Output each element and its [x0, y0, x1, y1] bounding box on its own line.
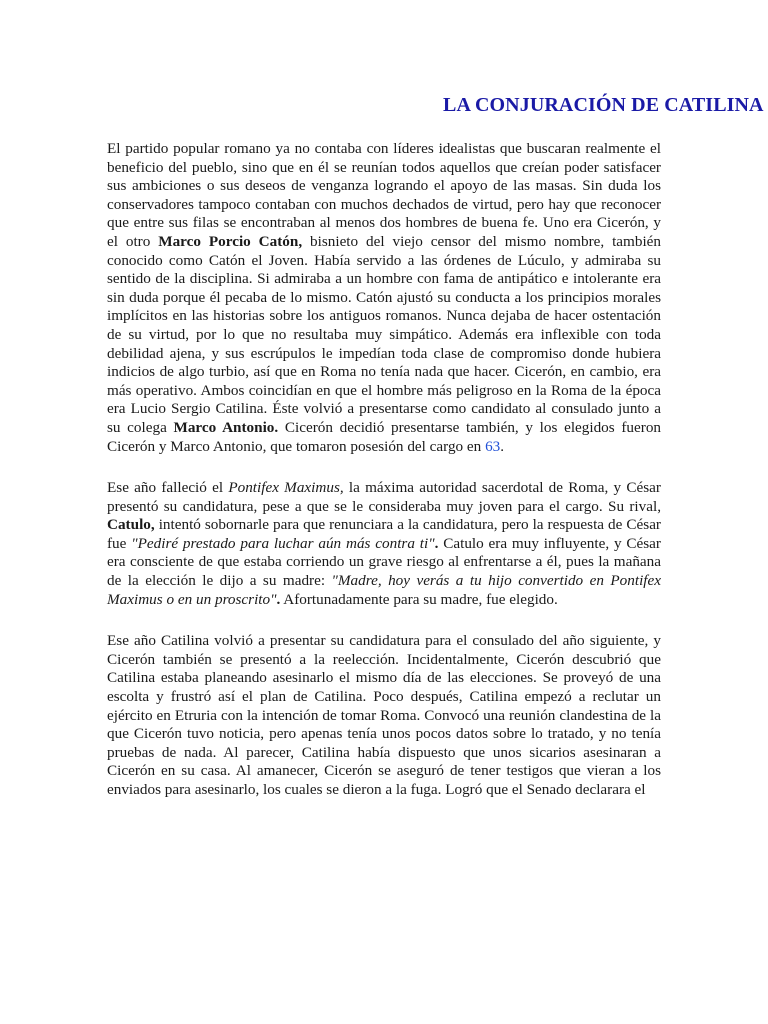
italic-text: Pontifex Maximus, [228, 479, 344, 497]
text-segment: Catulo era muy influyente, y César era consciente de que estaba corriendo un grave riesgo al enfrentarse a él, pues la mañana de la elección le dijo a su madre: [107, 534, 661, 590]
year-link[interactable]: 63 [485, 437, 501, 455]
bold-text: . [434, 534, 439, 552]
text-segment: Ese año Catilina volvió a presentar su candidatura para el consulado del año siguiente, y Cicerón también se presentó a la reelección. Incidentalmente, Cicerón descubrió que Catilina estaba planeando asesinarlo el mismo día de las elecciones. Se proveyó de una escolta y frustró así el plan de Catilina. Poco después, Catilina empezó a reclutar un ejército en Etruria con la intención de tomar Roma. Convocó una reunión clandestina de la que Cicerón tuvo noticia, pero apenas tenía unos pocos datos sobre lo tratado, y no tenía pruebas de nada. Al parecer, Catilina había dispuesto que unos sicarios asesinaran a Cicerón en su casa. Al amanecer, Cicerón se aseguró de tener testigos que vieran a los enviados para asesinarlo, los cuales se dieron a la fuga. Logró que el Senado declarara el [107, 632, 661, 798]
text-segment: la máxima autoridad sacerdotal de Roma, y César presentó su candidatura, pese a que se le consideraba muy joven para el cargo. Su rival, [107, 479, 661, 515]
bold-text: . [276, 590, 281, 608]
text-segment: Cicerón decidió presentarse también, y los elegidos fueron Cicerón y Marco Antonio, que tomaron posesión del cargo en [107, 418, 662, 455]
text-segment: intentó sobornarle para que renunciara a la candidatura, pero la respuesta de César fue [107, 516, 661, 552]
text-segment: bisnieto del viejo censor del mismo nombre, también conocido como Catón el Joven. Había servido a las órdenes de Lúculo, y admiraba su sentido de la disciplina. Si admiraba a un hombre con fama de antipático e intolerante era sin duda porque él pecaba de lo mismo. Catón ajustó su conducta a los principios morales implícitos en las historias sobre los antiguos romanos. Nunca dejaba de hacer ostentación de su virtud, por lo que no resultaba muy simpático. Además era inflexible con toda debilidad ajena, y sus escrúpulos le impedían toda clase de compromiso donde hubiera indicios de algo turbio, así que en Roma no tenía nada que hacer. Cicerón, en cambio, era más operativo. Ambos coincidían en que el hombre más peligroso en la Roma de la época era Lucio Sergio Catilina. Éste volvió a presentarse como candidato al consulado junto a su colega [107, 232, 662, 436]
paragraph [107, 479, 661, 609]
page-title: LA CONJURACIÓN DE CATILINA [443, 94, 764, 116]
italic-text: "Madre, hoy verás a tu hijo convertido en Pontifex Maximus o en un proscrito" [107, 572, 661, 608]
document-body [107, 140, 661, 823]
text-segment: . [500, 437, 505, 455]
text-segment: Ese año falleció el [107, 479, 229, 497]
bold-text: Marco Antonio. [173, 418, 279, 436]
italic-text: "Pediré prestado para luchar aún más contra ti" [131, 534, 435, 552]
paragraph [107, 632, 661, 799]
text-segment: Afortunadamente para su madre, fue elegido. [280, 590, 558, 608]
text-segment: El partido popular romano ya no contaba con líderes idealistas que buscaran realmente el beneficio del pueblo, sino que en él se reunían todos aquellos que creían poder satisfacer sus ambiciones o sus deseos de venganza logrando el apoyo de las masas. Sin duda los conservadores tampoco contaban con muchos dechados de virtud, pero hay que reconocer que entre sus filas se encontraban al menos dos hombres de buena fe. Uno era Cicerón, y el otro [107, 140, 661, 250]
bold-text: Catulo, [107, 516, 155, 534]
bold-text: Marco Porcio Catón, [158, 232, 303, 250]
paragraph [107, 140, 661, 456]
